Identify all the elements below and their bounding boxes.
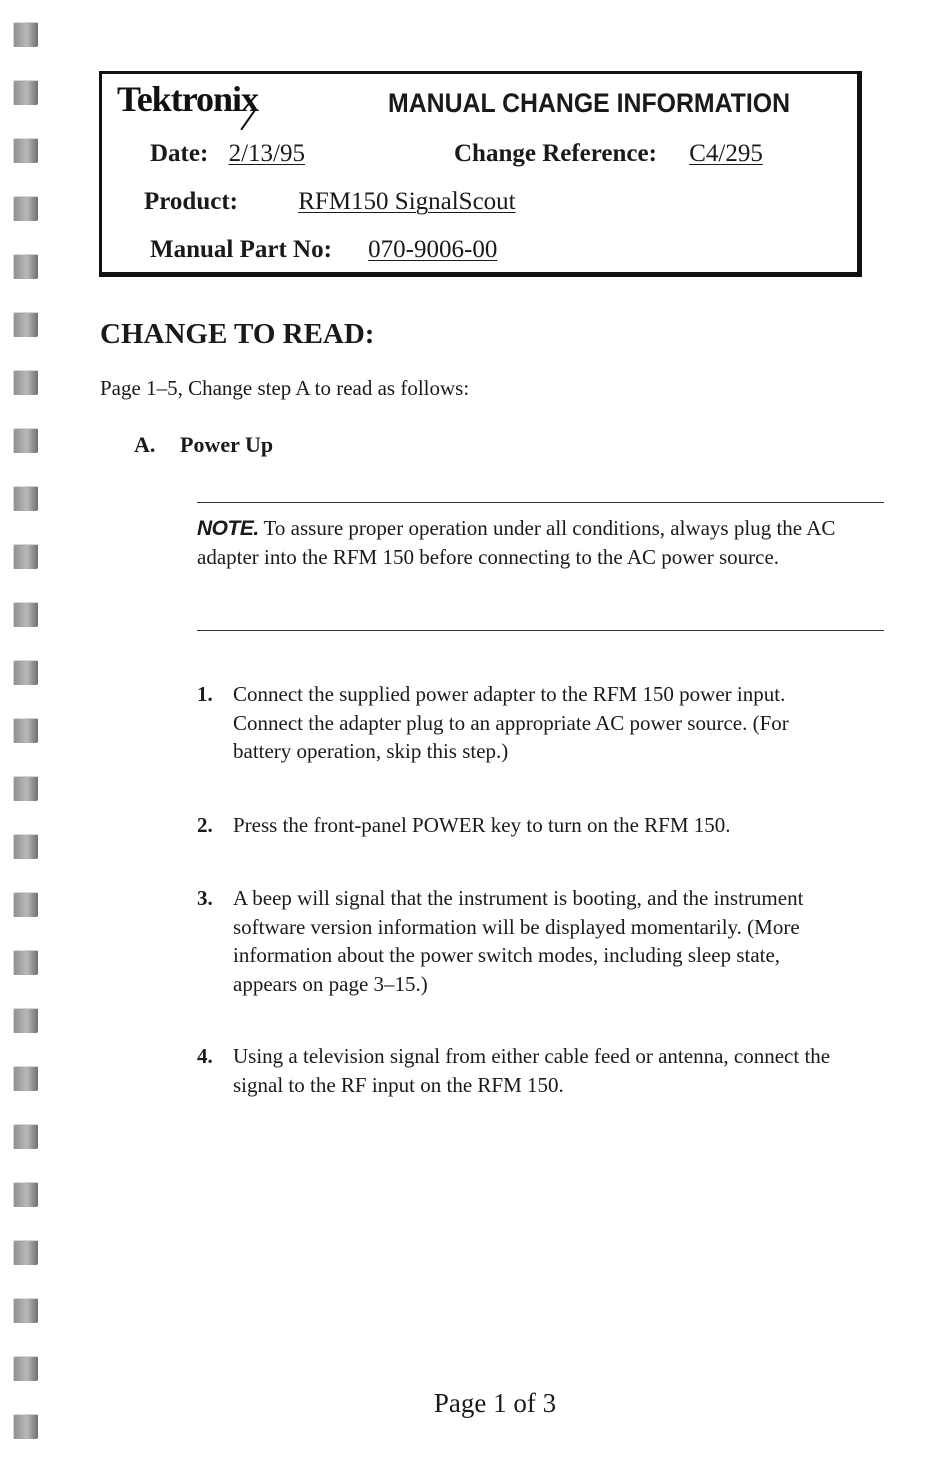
change-reference-field (454, 140, 763, 168)
binding-hole (13, 254, 38, 279)
binding-hole (13, 950, 38, 975)
part-number-label: Manual Part No: (150, 236, 332, 263)
note-bottom-rule (197, 630, 884, 631)
binding-hole (13, 1008, 38, 1033)
binding-hole (13, 892, 38, 917)
binding-hole (13, 428, 38, 453)
list-item (197, 1042, 847, 1099)
binding-hole (13, 370, 38, 395)
product-label: Product: (144, 188, 238, 215)
product-value: RFM150 SignalScout (298, 188, 516, 215)
intro-text: Page 1–5, Change step A to read as follows: (100, 376, 470, 400)
list-item-number: 4. (197, 1044, 213, 1068)
part-number-field (150, 236, 497, 264)
binding-hole (13, 80, 38, 105)
list-item-number: 1. (197, 682, 213, 706)
binding-hole (13, 1124, 38, 1149)
binding-hole (13, 1066, 38, 1091)
binding-hole (13, 776, 38, 801)
list-item-number: 3. (197, 886, 213, 910)
list-item-text: Using a television signal from either cable feed or antenna, connect the signal to the RF input on the RFM 150. (233, 1044, 831, 1097)
step-letter: A. (134, 432, 156, 457)
binding-hole (13, 834, 38, 859)
page-number: Page 1 of 3 (433, 1388, 557, 1418)
binding-hole (13, 1298, 38, 1323)
list-item-text: Press the front-panel POWER key to turn on the RFM 150. (233, 813, 731, 837)
header-title: MANUAL CHANGE INFORMATION (388, 88, 791, 118)
binding-hole (13, 1240, 38, 1265)
note-top-rule (197, 502, 884, 503)
binding-hole (13, 486, 38, 511)
section-title: CHANGE TO READ: (100, 318, 375, 350)
binding-hole (13, 22, 38, 47)
note-label: NOTE. (197, 517, 259, 540)
step-heading (134, 432, 273, 458)
binding-hole (13, 718, 38, 743)
list-item-text: A beep will signal that the instrument is booting, and the instrument software version information will be displayed momentarily. (More information about the power switch modes, including sleep state, appears on page 3–15.) (233, 886, 804, 996)
change-reference-value: C4/295 (689, 140, 763, 167)
binding-hole (13, 660, 38, 685)
list-item-text: Connect the supplied power adapter to the RFM 150 power input. Connect the adapter plug to an appropriate AC power source. (For battery operation, skip this step.) (233, 682, 789, 763)
binding-hole (13, 1356, 38, 1381)
change-reference-label: Change Reference: (454, 140, 657, 167)
note-block (197, 514, 857, 571)
binding-hole (13, 312, 38, 337)
tektronix-logo: Tektronix (117, 79, 259, 119)
date-value: 2/13/95 (228, 140, 305, 167)
binding-hole (13, 1182, 38, 1207)
binding-hole (13, 544, 38, 569)
note-text: To assure proper operation under all conditions, always plug the AC adapter into the RFM 150 before connecting to the AC power source. (197, 516, 836, 569)
list-item (197, 811, 847, 840)
list-item (197, 680, 847, 766)
list-item-number: 2. (197, 813, 213, 837)
step-title: Power Up (180, 432, 274, 457)
part-number-value: 070-9006-00 (368, 236, 498, 263)
date-field (150, 140, 305, 168)
binding-hole (13, 138, 38, 163)
list-item (197, 884, 847, 998)
binding-hole (13, 196, 38, 221)
change-info-header-box (99, 71, 862, 277)
binding-hole (13, 602, 38, 627)
spiral-binding (13, 0, 39, 1472)
product-field (144, 188, 516, 216)
date-label: Date: (150, 140, 209, 167)
